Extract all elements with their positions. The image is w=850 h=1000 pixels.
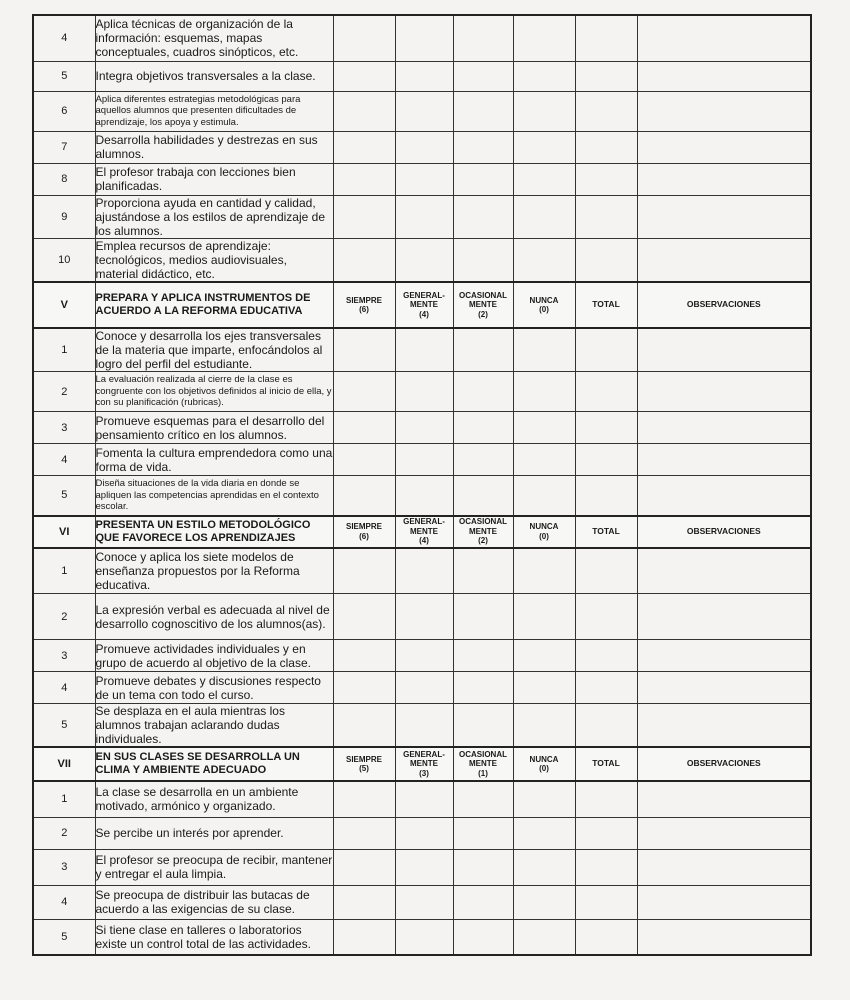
observaciones-cell[interactable] (637, 704, 811, 748)
generalmente-cell[interactable] (395, 640, 453, 672)
generalmente-cell[interactable] (395, 672, 453, 704)
header-generalmente-points: (4) (419, 536, 429, 546)
nunca-cell[interactable] (513, 238, 575, 282)
ocasionalmente-cell[interactable] (453, 704, 513, 748)
generalmente-cell[interactable] (395, 412, 453, 444)
siempre-cell[interactable] (333, 131, 395, 163)
observaciones-cell[interactable] (637, 672, 811, 704)
generalmente-cell[interactable] (395, 131, 453, 163)
header-siempre-points: (5) (359, 764, 369, 773)
header-nunca (513, 747, 575, 781)
header-generalmente (395, 747, 453, 781)
generalmente-cell[interactable] (395, 919, 453, 955)
item-description: Desarrolla habilidades y destrezas en sus alumnos. (95, 131, 333, 163)
header-nunca-points: (0) (539, 531, 549, 541)
item-row (33, 91, 811, 131)
ocasionalmente-cell[interactable] (453, 672, 513, 704)
nunca-cell[interactable] (513, 849, 575, 885)
item-row (33, 131, 811, 163)
generalmente-cell[interactable] (395, 238, 453, 282)
ocasionalmente-cell[interactable] (453, 849, 513, 885)
ocasionalmente-cell[interactable] (453, 594, 513, 640)
total-cell[interactable] (575, 412, 637, 444)
ocasionalmente-cell[interactable] (453, 131, 513, 163)
generalmente-cell[interactable] (395, 163, 453, 195)
generalmente-cell[interactable] (395, 704, 453, 748)
item-number: 5 (33, 476, 95, 516)
observaciones-cell[interactable] (637, 476, 811, 516)
siempre-cell[interactable] (333, 238, 395, 282)
section-number: VI (33, 516, 95, 548)
item-row (33, 238, 811, 282)
generalmente-cell[interactable] (395, 91, 453, 131)
item-description: Promueve esquemas para el desarrollo del pensamiento crítico en los alumnos. (95, 412, 333, 444)
item-number: 6 (33, 91, 95, 131)
siempre-cell[interactable] (333, 849, 395, 885)
total-cell[interactable] (575, 91, 637, 131)
item-number: 9 (33, 195, 95, 238)
total-cell[interactable] (575, 328, 637, 372)
header-nunca-label: NUNCA (529, 522, 559, 531)
total-cell[interactable] (575, 444, 637, 476)
observaciones-cell[interactable] (637, 817, 811, 849)
header-ocasionalmente (453, 747, 513, 781)
item-number: 1 (33, 328, 95, 372)
item-description: Conoce y aplica los siete modelos de enseñanza propuestos por la Reforma educativa. (95, 548, 333, 594)
siempre-cell[interactable] (333, 704, 395, 748)
nunca-cell[interactable] (513, 640, 575, 672)
header-siempre (333, 282, 395, 328)
header-total: TOTAL (575, 516, 637, 548)
total-cell[interactable] (575, 919, 637, 955)
header-nunca (513, 282, 575, 328)
section-title: PREPARA Y APLICA INSTRUMENTOS DE ACUERDO A LA REFORMA EDUCATIVA (95, 282, 333, 328)
nunca-cell[interactable] (513, 672, 575, 704)
total-cell[interactable] (575, 594, 637, 640)
item-row (33, 412, 811, 444)
header-generalmente-label: GENERAL- MENTE (403, 749, 445, 769)
header-siempre-label: SIEMPRE (345, 754, 382, 764)
item-description: Se preocupa de distribuir las butacas de acuerdo a las exigencias de su clase. (95, 885, 333, 919)
header-total: TOTAL (575, 282, 637, 328)
ocasionalmente-cell[interactable] (453, 885, 513, 919)
item-number: 1 (33, 548, 95, 594)
header-siempre-points: (6) (359, 531, 369, 541)
generalmente-cell[interactable] (395, 781, 453, 817)
header-siempre (333, 516, 395, 548)
generalmente-cell[interactable] (395, 885, 453, 919)
observaciones-cell[interactable] (637, 15, 811, 61)
siempre-cell[interactable] (333, 548, 395, 594)
header-siempre (333, 747, 395, 781)
item-row (33, 885, 811, 919)
nunca-cell[interactable] (513, 885, 575, 919)
nunca-cell[interactable] (513, 61, 575, 91)
observaciones-cell[interactable] (637, 919, 811, 955)
ocasionalmente-cell[interactable] (453, 781, 513, 817)
header-ocasionalmente-label: OCASIONAL MENTE (459, 290, 507, 310)
total-cell[interactable] (575, 704, 637, 748)
nunca-cell[interactable] (513, 15, 575, 61)
observaciones-cell[interactable] (637, 163, 811, 195)
header-generalmente (395, 516, 453, 548)
nunca-cell[interactable] (513, 817, 575, 849)
ocasionalmente-cell[interactable] (453, 61, 513, 91)
header-nunca-label: NUNCA (529, 754, 559, 764)
ocasionalmente-cell[interactable] (453, 640, 513, 672)
total-cell[interactable] (575, 476, 637, 516)
total-cell[interactable] (575, 781, 637, 817)
item-number: 10 (33, 238, 95, 282)
header-ocasionalmente (453, 516, 513, 548)
item-number: 2 (33, 594, 95, 640)
header-siempre-points: (6) (359, 305, 369, 314)
item-description: El profesor trabaja con lecciones bien planificadas. (95, 163, 333, 195)
item-row (33, 444, 811, 476)
item-description: Aplica diferentes estrategias metodológicas para aquellos alumnos que presenten dificultades de aprendizaje, los apoya y estimula. (95, 91, 333, 131)
item-number: 7 (33, 131, 95, 163)
item-description: Diseña situaciones de la vida diaria en donde se apliquen las competencias aprendidas en el contexto escolar. (95, 476, 333, 516)
item-number: 2 (33, 817, 95, 849)
header-nunca-points: (0) (539, 305, 549, 314)
item-description: El profesor se preocupa de recibir, mantener y entregar el aula limpia. (95, 849, 333, 885)
section-title: EN SUS CLASES SE DESARROLLA UN CLIMA Y AMBIENTE ADECUADO (95, 747, 333, 781)
item-number: 4 (33, 885, 95, 919)
siempre-cell[interactable] (333, 817, 395, 849)
generalmente-cell[interactable] (395, 15, 453, 61)
observaciones-cell[interactable] (637, 238, 811, 282)
observaciones-cell[interactable] (637, 594, 811, 640)
item-row (33, 328, 811, 372)
section-header-vii (33, 747, 811, 781)
header-observaciones: OBSERVACIONES (637, 282, 811, 328)
item-row (33, 476, 811, 516)
header-observaciones: OBSERVACIONES (637, 747, 811, 781)
item-row (33, 195, 811, 238)
item-row (33, 672, 811, 704)
nunca-cell[interactable] (513, 412, 575, 444)
nunca-cell[interactable] (513, 919, 575, 955)
ocasionalmente-cell[interactable] (453, 238, 513, 282)
item-number: 2 (33, 372, 95, 412)
observaciones-cell[interactable] (637, 849, 811, 885)
item-number: 5 (33, 61, 95, 91)
nunca-cell[interactable] (513, 131, 575, 163)
header-ocasionalmente-points: (2) (478, 536, 488, 546)
nunca-cell[interactable] (513, 548, 575, 594)
item-description: La evaluación realizada al cierre de la clase es congruente con los objetivos definidos al inicio de ella, y con su planificación (rubricas). (95, 372, 333, 412)
item-row (33, 15, 811, 61)
item-description: Proporciona ayuda en cantidad y calidad, ajustándose a los estilos de aprendizaje de los alumnos. (95, 195, 333, 238)
item-row (33, 163, 811, 195)
nunca-cell[interactable] (513, 372, 575, 412)
total-cell[interactable] (575, 15, 637, 61)
header-ocasionalmente-label: OCASIONAL MENTE (459, 517, 507, 536)
observaciones-cell[interactable] (637, 412, 811, 444)
header-nunca-points: (0) (539, 764, 549, 773)
siempre-cell[interactable] (333, 594, 395, 640)
ocasionalmente-cell[interactable] (453, 444, 513, 476)
generalmente-cell[interactable] (395, 476, 453, 516)
nunca-cell[interactable] (513, 328, 575, 372)
header-total: TOTAL (575, 747, 637, 781)
generalmente-cell[interactable] (395, 594, 453, 640)
item-row (33, 372, 811, 412)
item-row (33, 704, 811, 748)
observaciones-cell[interactable] (637, 444, 811, 476)
section-number: VII (33, 747, 95, 781)
header-generalmente-points: (3) (419, 768, 429, 778)
header-ocasionalmente-points: (1) (478, 768, 488, 778)
header-ocasionalmente-label: OCASIONAL MENTE (459, 749, 507, 769)
observaciones-cell[interactable] (637, 781, 811, 817)
nunca-cell[interactable] (513, 163, 575, 195)
observaciones-cell[interactable] (637, 195, 811, 238)
total-cell[interactable] (575, 163, 637, 195)
total-cell[interactable] (575, 131, 637, 163)
nunca-cell[interactable] (513, 195, 575, 238)
ocasionalmente-cell[interactable] (453, 476, 513, 516)
observaciones-cell[interactable] (637, 548, 811, 594)
header-generalmente-label: GENERAL- MENTE (403, 290, 445, 310)
observaciones-cell[interactable] (637, 131, 811, 163)
generalmente-cell[interactable] (395, 817, 453, 849)
item-description: Integra objetivos transversales a la clase. (95, 61, 333, 91)
total-cell[interactable] (575, 238, 637, 282)
header-observaciones: OBSERVACIONES (637, 516, 811, 548)
evaluation-table (32, 14, 812, 956)
observaciones-cell[interactable] (637, 372, 811, 412)
total-cell[interactable] (575, 885, 637, 919)
header-generalmente (395, 282, 453, 328)
siempre-cell[interactable] (333, 640, 395, 672)
total-cell[interactable] (575, 372, 637, 412)
siempre-cell[interactable] (333, 781, 395, 817)
item-row (33, 849, 811, 885)
item-description: Aplica técnicas de organización de la información: esquemas, mapas conceptuales, cuadros sinópticos, etc. (95, 15, 333, 61)
nunca-cell[interactable] (513, 444, 575, 476)
ocasionalmente-cell[interactable] (453, 412, 513, 444)
observaciones-cell[interactable] (637, 91, 811, 131)
siempre-cell[interactable] (333, 328, 395, 372)
header-ocasionalmente-points: (2) (478, 309, 488, 319)
siempre-cell[interactable] (333, 163, 395, 195)
siempre-cell[interactable] (333, 195, 395, 238)
siempre-cell[interactable] (333, 885, 395, 919)
item-description: Promueve actividades individuales y en grupo de acuerdo al objetivo de la clase. (95, 640, 333, 672)
siempre-cell[interactable] (333, 91, 395, 131)
siempre-cell[interactable] (333, 672, 395, 704)
item-description: Fomenta la cultura emprendedora como una forma de vida. (95, 445, 333, 474)
header-generalmente-label: GENERAL- MENTE (403, 517, 445, 536)
observaciones-cell[interactable] (637, 328, 811, 372)
item-row (33, 640, 811, 672)
total-cell[interactable] (575, 548, 637, 594)
item-row (33, 919, 811, 955)
item-row (33, 548, 811, 594)
nunca-cell[interactable] (513, 476, 575, 516)
total-cell[interactable] (575, 672, 637, 704)
observaciones-cell[interactable] (637, 885, 811, 919)
section-header-v (33, 282, 811, 328)
item-row (33, 781, 811, 817)
item-description: Promueve debates y discusiones respecto de un tema con todo el curso. (95, 672, 333, 704)
evaluation-form (32, 14, 810, 956)
siempre-cell[interactable] (333, 444, 395, 476)
generalmente-cell[interactable] (395, 195, 453, 238)
total-cell[interactable] (575, 817, 637, 849)
ocasionalmente-cell[interactable] (453, 548, 513, 594)
nunca-cell[interactable] (513, 91, 575, 131)
item-number: 4 (33, 15, 95, 61)
ocasionalmente-cell[interactable] (453, 919, 513, 955)
siempre-cell[interactable] (333, 919, 395, 955)
section-number: V (33, 282, 95, 328)
ocasionalmente-cell[interactable] (453, 372, 513, 412)
siempre-cell[interactable] (333, 61, 395, 91)
section-title: PRESENTA UN ESTILO METODOLÓGICO QUE FAVORECE LOS APRENDIZAJES (95, 516, 333, 548)
siempre-cell[interactable] (333, 15, 395, 61)
observaciones-cell[interactable] (637, 61, 811, 91)
total-cell[interactable] (575, 640, 637, 672)
item-description: Se desplaza en el aula mientras los alumnos trabajan aclarando dudas individuales. (95, 704, 333, 748)
total-cell[interactable] (575, 61, 637, 91)
ocasionalmente-cell[interactable] (453, 328, 513, 372)
item-description: Emplea recursos de aprendizaje: tecnológicos, medios audiovisuales, material didáctico, etc. (95, 238, 333, 282)
item-number: 1 (33, 781, 95, 817)
item-row (33, 61, 811, 91)
header-nunca-label: NUNCA (529, 295, 559, 305)
section-header-vi (33, 516, 811, 548)
nunca-cell[interactable] (513, 704, 575, 748)
observaciones-cell[interactable] (637, 640, 811, 672)
total-cell[interactable] (575, 195, 637, 238)
ocasionalmente-cell[interactable] (453, 163, 513, 195)
generalmente-cell[interactable] (395, 444, 453, 476)
generalmente-cell[interactable] (395, 372, 453, 412)
item-number: 4 (33, 444, 95, 476)
item-row (33, 817, 811, 849)
siempre-cell[interactable] (333, 372, 395, 412)
item-number: 5 (33, 704, 95, 748)
ocasionalmente-cell[interactable] (453, 817, 513, 849)
item-number: 3 (33, 412, 95, 444)
ocasionalmente-cell[interactable] (453, 15, 513, 61)
ocasionalmente-cell[interactable] (453, 195, 513, 238)
header-siempre-label: SIEMPRE (345, 522, 382, 531)
siempre-cell[interactable] (333, 412, 395, 444)
header-ocasionalmente (453, 282, 513, 328)
item-description: La expresión verbal es adecuada al nivel de desarrollo cognoscitivo de los alumnos(as). (95, 594, 333, 640)
generalmente-cell[interactable] (395, 849, 453, 885)
item-description: Conoce y desarrolla los ejes transversales de la materia que imparte, enfocándolos al logro del perfil del estudiante. (95, 328, 333, 372)
generalmente-cell[interactable] (395, 61, 453, 91)
nunca-cell[interactable] (513, 781, 575, 817)
ocasionalmente-cell[interactable] (453, 91, 513, 131)
item-number: 5 (33, 919, 95, 955)
header-nunca (513, 516, 575, 548)
item-number: 3 (33, 849, 95, 885)
item-row (33, 594, 811, 640)
item-description: La clase se desarrolla en un ambiente motivado, armónico y organizado. (95, 781, 333, 817)
generalmente-cell[interactable] (395, 548, 453, 594)
nunca-cell[interactable] (513, 594, 575, 640)
item-number: 3 (33, 640, 95, 672)
item-number: 4 (33, 672, 95, 704)
generalmente-cell[interactable] (395, 328, 453, 372)
siempre-cell[interactable] (333, 476, 395, 516)
total-cell[interactable] (575, 849, 637, 885)
header-siempre-label: SIEMPRE (345, 295, 382, 305)
header-generalmente-points: (4) (419, 309, 429, 319)
item-number: 8 (33, 163, 95, 195)
item-description: Se percibe un interés por aprender. (95, 817, 333, 849)
item-description: Si tiene clase en talleres o laboratorios existe un control total de las actividades. (95, 919, 333, 955)
